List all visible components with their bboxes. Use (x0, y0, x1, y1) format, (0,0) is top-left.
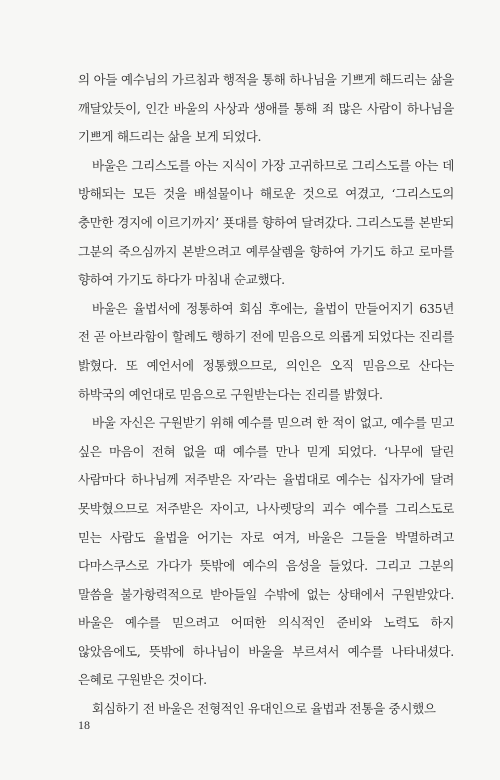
paragraph-5: 회심하기 전 바울은 전형적인 유대인으로 율법과 전통을 중시했으 (92, 701, 436, 717)
paragraph-1: 의 아들 예수님의 가르침과 행적을 통해 하나님을 기쁘게 해드리는 삶을 깨달았듯이, 인간 바울의 사상과 생애를 통해 죄 많은 사람이 하나님을 기쁘게 해드리는 삶을 보게 되었다. (78, 72, 454, 145)
body-text (78, 66, 454, 724)
paragraph-2: 바울은 그리스도를 아는 지식이 가장 고귀하므로 그리스도를 아는 데 방해되는 모든 것을 배설물이나 해로운 것으로 여겼고, ‘그리스도의 충만한 경지에 이르기까지’ 푯대를 향하여 달려갔다. 그리스도를 본받되 그분의 죽으심까지 본받으려고 예루살렘을 향하여 가기도 하고 로마를 향하여 가기도 하다가 마침내 순교했다. (78, 157, 454, 288)
paragraph-4: 바울 자신은 구원받기 위해 예수를 믿으려 한 적이 없고, 예수를 믿고 싶은 마음이 전혀 없을 때 예수를 만나 믿게 되었다. ‘나무에 달린 사람마다 하나님께 저주받은 자’라는 율법대로 예수는 십자가에 달려 못박혔으므로 저주받은 자이고, 나사렛당의 괴수 예수를 그리스도로 믿는 사람도 율법을 어기는 자로 여겨, 바울은 그들을 박멸하려고 다마스쿠스로 가다가 뜻밖에 예수의 음성을 들었다. 그리고 그분의 말씀을 불가항력적으로 받아들일 수밖에 없는 상태에서 구원받았다. 바울은 예수를 믿으려고 어떠한 의식적인 준비와 노력도 하지 않았음에도, 뜻밖에 하나님이 바울을 부르셔서 예수를 나타내셨다. 은혜로 구원받은 것이다. (78, 415, 454, 688)
paragraph-3: 바울은 율법서에 정통하여 회심 후에는, 율법이 만들어지기 635년 전 곧 아브라함이 할례도 행하기 전에 믿음으로 의롭게 되었다는 진리를 밝혔다. 또 예언서에 정통했으므로, 의인은 오직 믿음으로 산다는 하박국의 예언대로 믿음으로 구원받는다는 진리를 밝혔다. (78, 300, 454, 402)
page-number: 18 (78, 718, 90, 732)
